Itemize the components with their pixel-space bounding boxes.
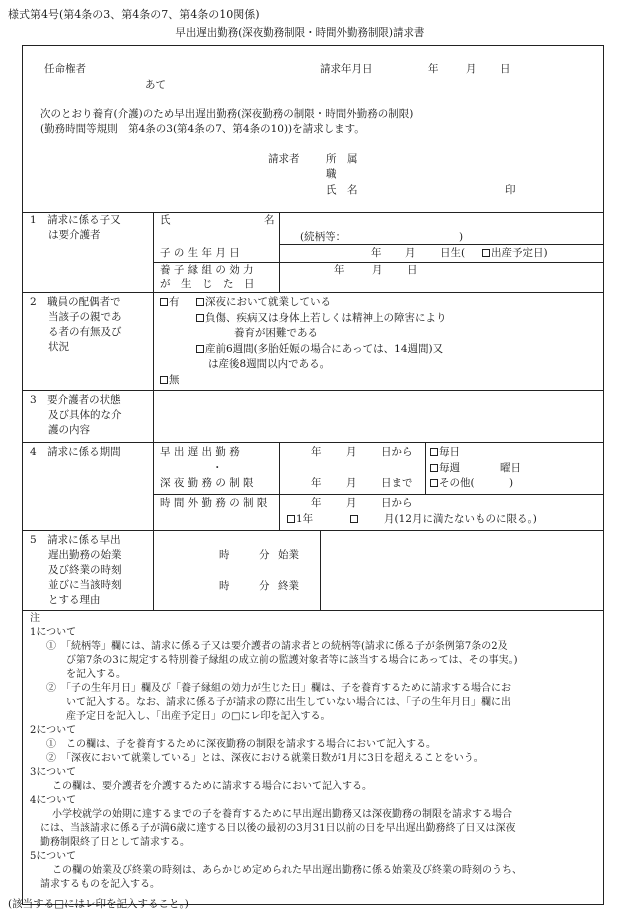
notes-section4-heading: 4について [30,795,77,806]
request-year[interactable]: 年 [428,63,439,75]
overtime-from-year[interactable]: 年 [311,497,322,509]
spouse-maternity-line2: は産後8週間以内である。 [208,358,331,370]
rule-v-s1-inner [279,212,280,292]
section1-label-2: は要介護者 [48,229,101,241]
overtime-months-option[interactable] [350,513,359,527]
rule-birth-row [153,262,604,263]
note-7-1: この欄の始業及び終業の時刻は、あらかじめ定められた早出遅出勤務に係る始業及び終業の時刻のうち、 [52,865,522,876]
rule-v-s4-inner [279,442,280,530]
form-title: 早出遅出勤務(深夜勤務制限・時間外勤務制限)請求書 [175,26,425,39]
rule-section3-end [22,442,604,443]
end-time-label: 終業 [278,580,299,592]
section3-label-3: 護の内容 [48,424,90,436]
checkbox-icon[interactable] [482,249,490,257]
section2-label-3: る者の有無及び [48,326,122,338]
birth-month[interactable]: 月 [405,247,416,259]
expected-birth-option[interactable]: 出産予定日) [482,247,548,261]
note-6-1: 小学校就学の始期に達するまでの子を養育するために早出遅出勤務又は深夜勤務の制限を請求する場合 [52,809,512,820]
overtime-from-day[interactable]: 日から [381,497,413,509]
note-2-1: ② 「子の生年月日」欄及び「養子縁組の効力が生じた日」欄は、子を養育するために請求する場合にお [46,683,511,694]
overtime-months-label: 月(12月に満たないものに限る。) [384,513,537,525]
relation-close: ) [459,231,464,243]
checkbox-icon[interactable] [196,314,204,322]
rule-v-s4-freq [425,442,426,494]
adoption-day[interactable]: 日 [407,264,418,276]
rule-v-s5-inner [320,530,321,610]
seal-mark: 印 [505,184,516,196]
note-4: ② 「深夜において就業している」とは、深夜における就業日数が1月に3日を超えることをいう。 [46,753,484,764]
adoption-year[interactable]: 年 [334,264,345,276]
requester-dept-label: 所 属 [326,153,358,165]
rule-v-s5 [153,530,154,610]
checkbox-icon[interactable] [196,298,204,306]
checkbox-icon[interactable] [160,376,168,384]
period-to-year[interactable]: 年 [311,477,322,489]
rule-section5-end [22,610,604,611]
frequency-daily-option[interactable]: 毎日 [430,446,460,460]
footer-instruction: (該当する□にはレ印を記入すること。) [8,898,189,910]
checkbox-icon[interactable] [430,448,438,456]
period-to-day[interactable]: 日まで [381,477,413,489]
period-dot: ・ [212,462,223,474]
weekday-label: 曜日 [500,462,521,474]
rule-v-s2 [153,292,154,390]
rule-v-s4 [153,442,154,530]
early-late-work-label: 早 出 遅 出 勤 務 [160,446,240,458]
note-1-3: を記入する。 [66,669,126,680]
note-5: この欄は、要介護者を介護するために請求する場合において記入する。 [52,781,372,792]
checkbox-icon[interactable] [430,479,438,487]
rule-section4-end [22,530,604,531]
section5-label-3: 及び終業の時刻 [48,564,122,576]
note-3: ① この欄は、子を養育するために深夜勤務の制限を請求する場合において記入する。 [46,739,436,750]
section3-label-2: 及び具体的な介 [48,409,122,421]
overtime-one-year-option[interactable]: 1年 [287,513,313,527]
spouse-night-work-option[interactable]: 深夜において就業している [196,296,331,310]
section5-label-2: 遅出勤務の始業 [48,549,122,561]
note-7-2: 請求するものを記入する。 [40,879,160,890]
section3-label-1: 3 要介護者の状態 [30,394,121,406]
adoption-date-label-1: 養 子 縁 組 の 効 力 [160,264,254,276]
period-from-year[interactable]: 年 [311,446,322,458]
night-work-limit-label: 深 夜 勤 務 の 制 限 [160,477,254,489]
overtime-limit-label: 時 間 外 勤 務 の 制 限 [160,497,268,509]
relation-label: (続柄等： [300,231,347,243]
spouse-disability-option[interactable]: 負傷、疾病又は身体上若しくは精神上の障害により [196,312,447,326]
frequency-weekly-option[interactable]: 毎週 [430,462,460,476]
birth-day[interactable]: 日生( [440,247,466,259]
rule-section1-end [22,292,604,293]
child-name-label-a: 氏 [160,214,171,226]
period-from-day[interactable]: 日から [381,446,413,458]
note-2-2: いて記入する。なお、請求に係る子が請求の際に出生していない場合には、「子の生年月日」欄に出 [66,697,511,708]
note-6-2: には、当該請求に係る子が満6歳に達する日以後の最初の3月31日以前の日を早出遅出勤務終了日又は深夜 [40,823,516,834]
rule-v-s1 [153,212,154,292]
section1-label-1: 1 請求に係る子又 [30,214,121,226]
section2-label-4: 状況 [48,341,69,353]
adoption-month[interactable]: 月 [372,264,383,276]
period-from-month[interactable]: 月 [346,446,357,458]
start-hour[interactable]: 時 [219,549,230,561]
section4-label: 4 請求に係る期間 [30,446,121,458]
section2-label-2: 当該子の親であ [48,311,122,323]
section5-label-5: とする理由 [48,594,101,606]
period-to-month[interactable]: 月 [346,477,357,489]
child-name-label-b: 名 [264,214,275,226]
spouse-has-option[interactable]: 有 [160,296,180,310]
spouse-maternity-option[interactable]: 産前6週間(多胎妊娠の場合にあっては、14週間)又 [196,343,443,357]
rule-v-s3 [153,390,154,442]
notes-section1-heading: 1について [30,627,77,638]
requester-label: 請求者 [268,153,300,165]
note-6-3: 勤務制限終了日として請求する。 [40,837,190,848]
frequency-other-option[interactable]: その他( [430,477,475,491]
section5-label-1: 5 請求に係る早出 [30,534,121,546]
request-body-line2: (勤務時間等規則 第4条の3(第4条の7、第4条の10))を請求します。 [40,123,365,135]
rule-section2-end [22,390,604,391]
notes-heading: 注 [30,613,40,624]
end-minute[interactable]: 分 [259,580,270,592]
end-hour[interactable]: 時 [219,580,230,592]
birth-year[interactable]: 年 [371,247,382,259]
birth-date-label: 子 の 生 年 月 日 [160,247,240,259]
request-body-line1: 次のとおり養育(介護)のため早出遅出勤務(深夜勤務の制限・時間外勤務の制限) [40,108,414,120]
checkbox-icon[interactable] [350,515,358,523]
rule-request-end [22,212,604,213]
request-day[interactable]: 日 [500,63,511,75]
notes-section5-heading: 5について [30,851,77,862]
spouse-disability-line2: 養育が困難である [234,327,318,339]
checkbox-icon[interactable] [160,298,168,306]
rule-section4-mid [153,494,604,495]
request-date-label: 請求年月日 [320,63,373,75]
checkbox-icon[interactable] [430,464,438,472]
section5-label-4: 並びに当該時刻 [48,579,122,591]
notes-section2-heading: 2について [30,725,77,736]
checkbox-icon[interactable] [287,515,295,523]
start-time-label: 始業 [278,549,299,561]
adoption-date-label-2: が 生 じ た 日 [160,278,255,290]
note-1-1: ① 「続柄等」欄には、請求に係る子又は要介護者の請求者との続柄等(請求に係る子が条例第7条の2及 [46,641,508,652]
start-minute[interactable]: 分 [259,549,270,561]
requester-name-label: 氏 名 [326,184,358,196]
note-2-3: 産予定日を記入し、「出産予定日」の□にレ印を記入する。 [66,711,331,722]
spouse-none-option[interactable]: 無 [160,374,180,388]
form-number-label: 様式第4号(第4条の3、第4条の7、第4条の10関係) [8,8,260,21]
requester-post-label: 職 [326,168,337,180]
appointer-label: 任命権者 [44,63,86,75]
request-month[interactable]: 月 [466,63,477,75]
overtime-from-month[interactable]: 月 [346,497,357,509]
frequency-other-close: ) [509,477,514,489]
addressee-label: あて [145,79,166,91]
checkbox-icon[interactable] [196,345,204,353]
note-1-2: び第7条の3に規定する特別養子縁組の成立前の監護対象者等に該当する場合にあっては、その事実。) [66,655,518,666]
section2-label-1: 2 職員の配偶者で [30,296,121,308]
notes-section3-heading: 3について [30,767,77,778]
